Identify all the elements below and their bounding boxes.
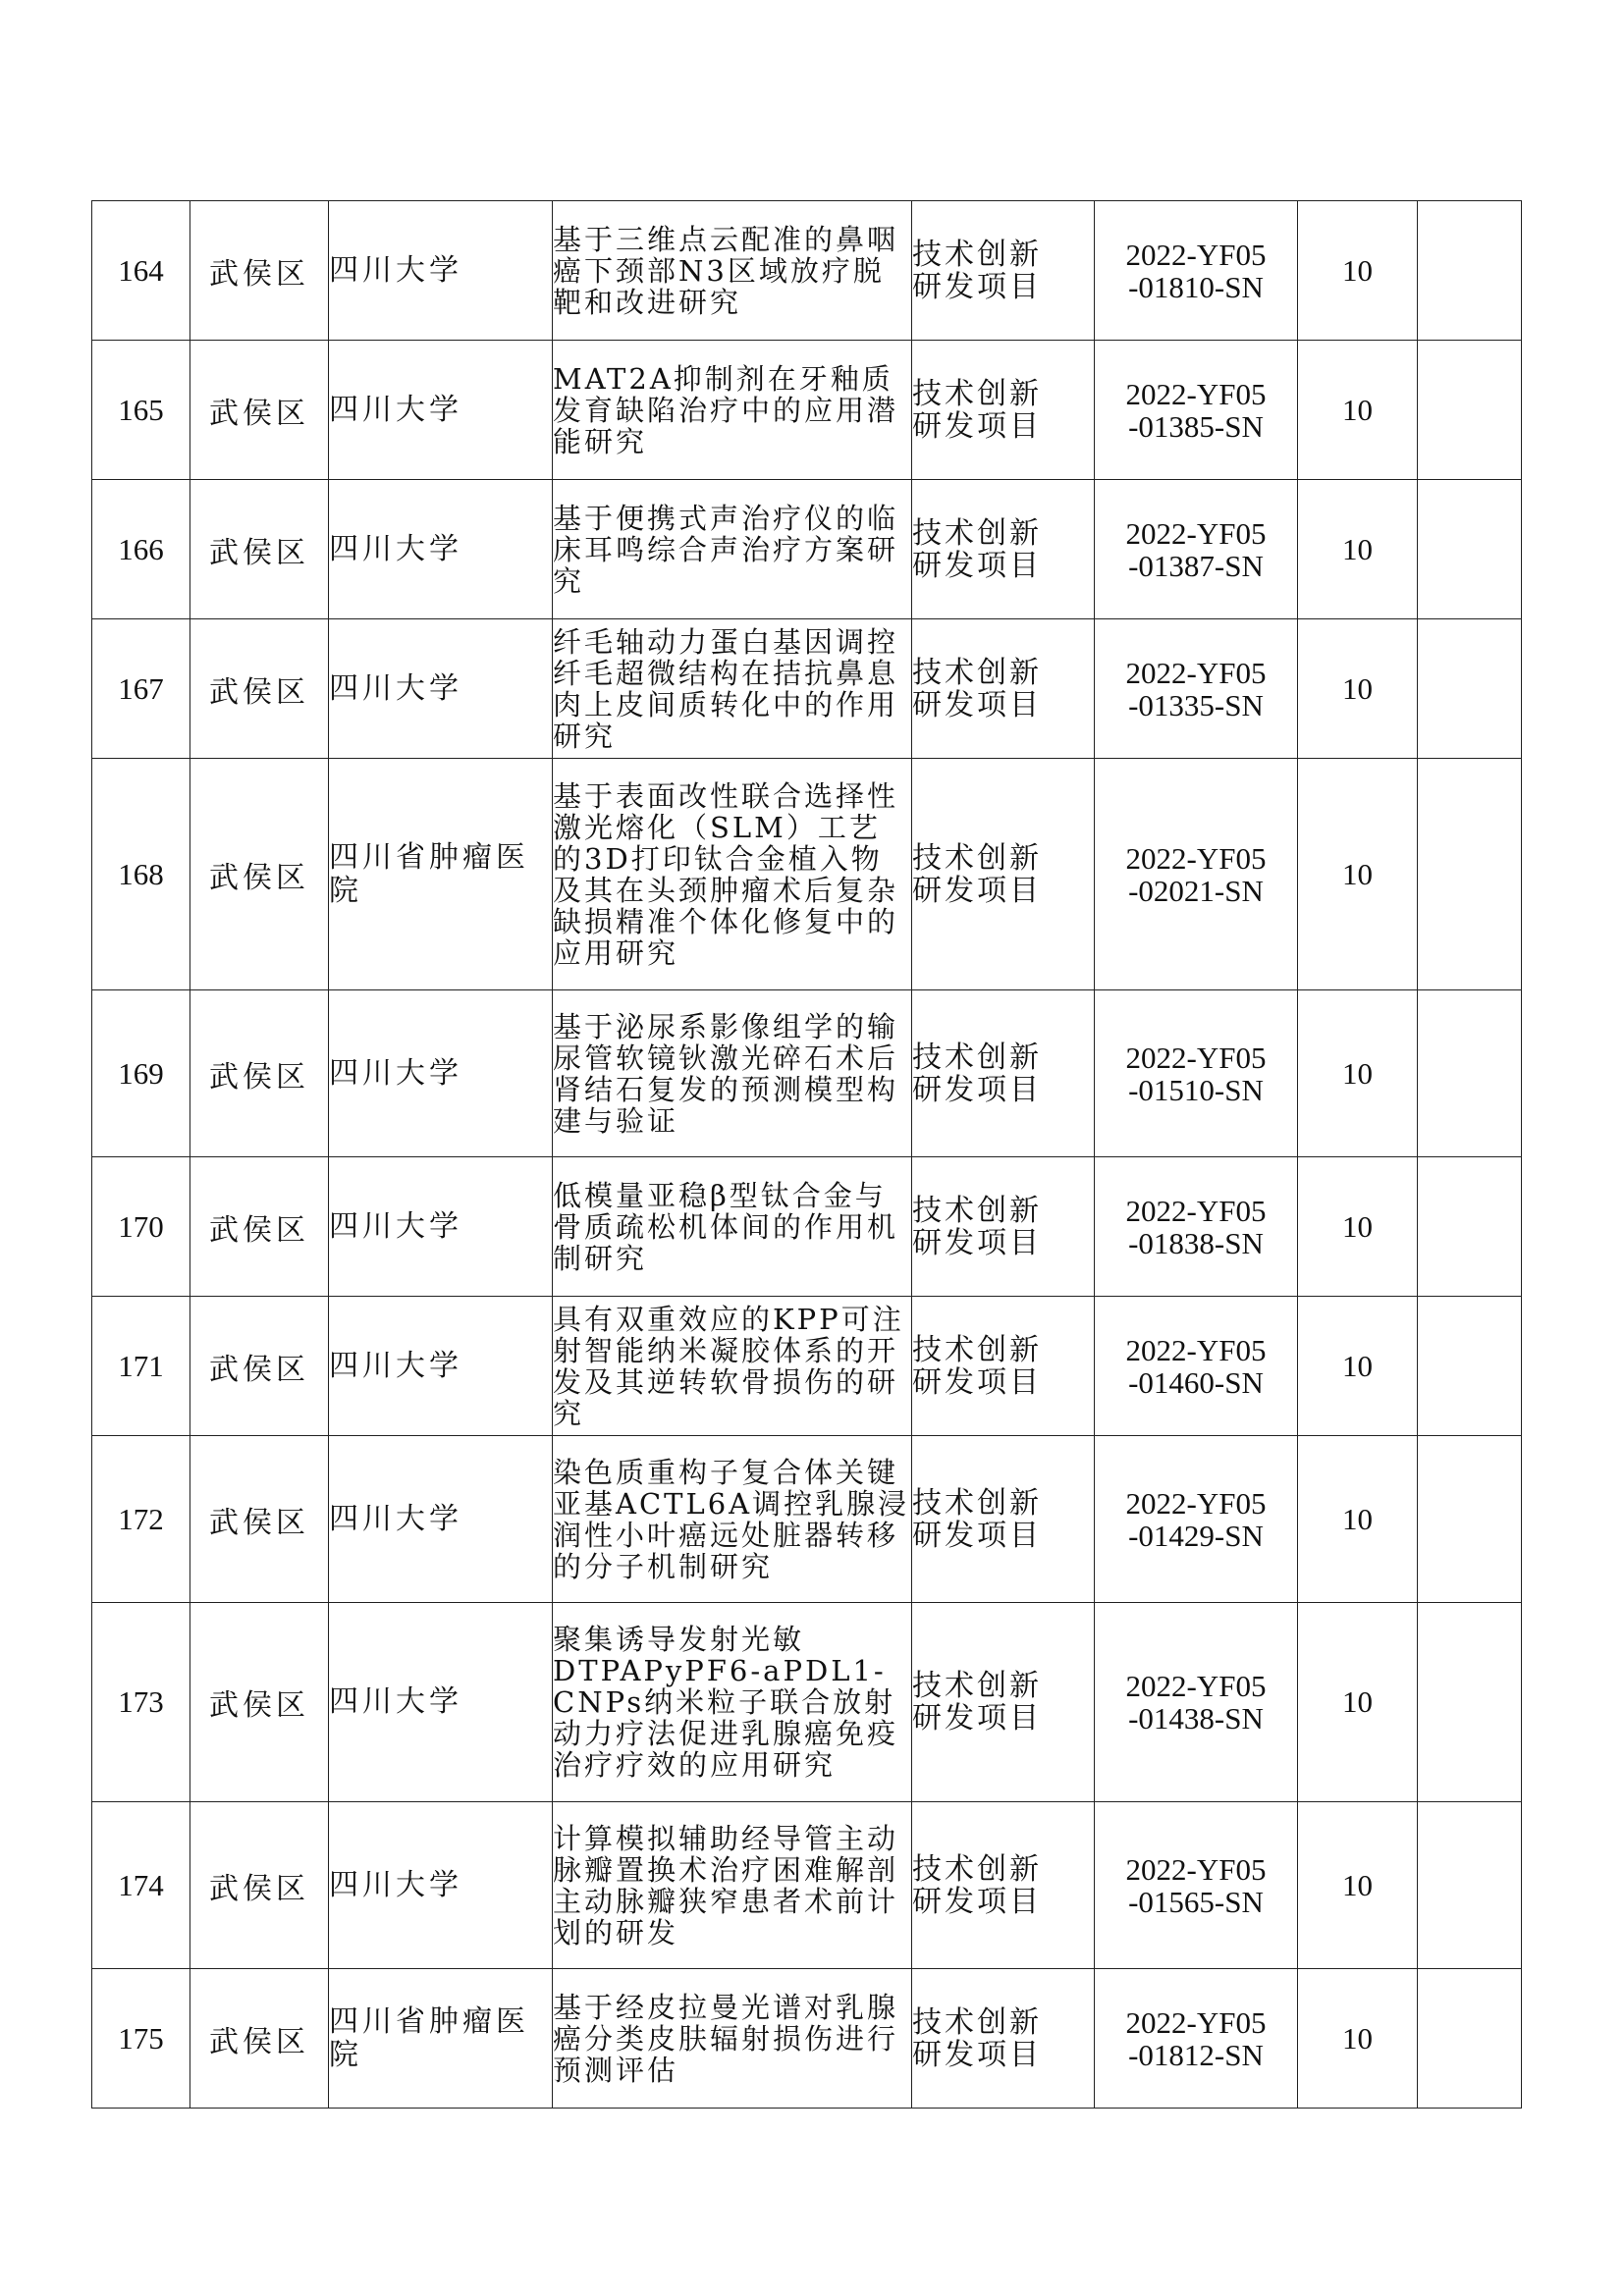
row-amount: 10 bbox=[1298, 1297, 1418, 1436]
row-district: 武侯区 bbox=[190, 1157, 329, 1297]
row-code bbox=[1095, 619, 1298, 759]
row-title: 纤毛轴动力蛋白基因调控纤毛超微结构在拮抗鼻息肉上皮间质转化中的作用研究 bbox=[553, 619, 912, 759]
row-code bbox=[1095, 1436, 1298, 1603]
row-district: 武侯区 bbox=[190, 990, 329, 1157]
row-code-line1: 2022-YF05 bbox=[1125, 2004, 1267, 2040]
row-type-line2: 研发项目 bbox=[912, 1225, 1042, 1260]
row-unit: 四川省肿瘤医院 bbox=[329, 759, 553, 990]
row-code-line2: -01810-SN bbox=[1128, 269, 1264, 304]
row-remark bbox=[1418, 201, 1522, 341]
table-row bbox=[92, 759, 1522, 990]
table-row bbox=[92, 619, 1522, 759]
row-type bbox=[912, 759, 1095, 990]
row-remark bbox=[1418, 619, 1522, 759]
row-district: 武侯区 bbox=[190, 1802, 329, 1969]
row-district: 武侯区 bbox=[190, 201, 329, 341]
row-seq: 166 bbox=[92, 480, 190, 619]
row-amount: 10 bbox=[1298, 1157, 1418, 1297]
row-unit: 四川大学 bbox=[329, 201, 553, 341]
row-type-line2: 研发项目 bbox=[912, 269, 1042, 304]
row-code bbox=[1095, 341, 1298, 480]
row-amount: 10 bbox=[1298, 759, 1418, 990]
row-code bbox=[1095, 1969, 1298, 2109]
row-remark bbox=[1418, 1802, 1522, 1969]
row-code-line1: 2022-YF05 bbox=[1125, 376, 1267, 411]
row-type bbox=[912, 341, 1095, 480]
row-code bbox=[1095, 1297, 1298, 1436]
row-remark bbox=[1418, 1603, 1522, 1802]
row-unit: 四川大学 bbox=[329, 480, 553, 619]
row-remark bbox=[1418, 480, 1522, 619]
row-amount: 10 bbox=[1298, 990, 1418, 1157]
row-type bbox=[912, 1436, 1095, 1603]
row-code-line2: -01510-SN bbox=[1128, 1072, 1264, 1107]
row-code-line2: -01438-SN bbox=[1128, 1701, 1264, 1735]
row-type bbox=[912, 1969, 1095, 2109]
row-unit: 四川省肿瘤医院 bbox=[329, 1969, 553, 2109]
row-code-line1: 2022-YF05 bbox=[1125, 1332, 1267, 1367]
row-type bbox=[912, 1157, 1095, 1297]
row-unit: 四川大学 bbox=[329, 1603, 553, 1802]
table-row bbox=[92, 480, 1522, 619]
row-amount: 10 bbox=[1298, 1802, 1418, 1969]
table-row bbox=[92, 1603, 1522, 1802]
row-title: 基于表面改性联合选择性激光熔化（SLM）工艺的3D打印钛合金植入物及其在头颈肿瘤术后复杂缺损精准个体化修复中的应用研究 bbox=[553, 759, 912, 990]
row-code bbox=[1095, 480, 1298, 619]
table-row bbox=[92, 1969, 1522, 2109]
row-title: 低模量亚稳β型钛合金与骨质疏松机体间的作用机制研究 bbox=[553, 1157, 912, 1297]
row-district: 武侯区 bbox=[190, 341, 329, 480]
row-amount: 10 bbox=[1298, 480, 1418, 619]
row-district: 武侯区 bbox=[190, 759, 329, 990]
row-title: 染色质重构子复合体关键亚基ACTL6A调控乳腺浸润性小叶癌远处脏器转移的分子机制研究 bbox=[553, 1436, 912, 1603]
row-code bbox=[1095, 759, 1298, 990]
row-type bbox=[912, 480, 1095, 619]
row-type bbox=[912, 1802, 1095, 1969]
row-unit: 四川大学 bbox=[329, 1802, 553, 1969]
row-code-line2: -01838-SN bbox=[1128, 1225, 1264, 1260]
row-amount: 10 bbox=[1298, 1603, 1418, 1802]
row-type-line1: 技术创新 bbox=[912, 1669, 1042, 1703]
row-code bbox=[1095, 201, 1298, 341]
row-code-line1: 2022-YF05 bbox=[1125, 1040, 1267, 1075]
row-type-line1: 技术创新 bbox=[912, 1332, 1042, 1367]
row-type-line1: 技术创新 bbox=[912, 1040, 1042, 1075]
row-type-line2: 研发项目 bbox=[912, 2037, 1042, 2072]
table-row bbox=[92, 1157, 1522, 1297]
row-type-line2: 研发项目 bbox=[912, 1884, 1042, 1919]
row-amount: 10 bbox=[1298, 341, 1418, 480]
row-remark bbox=[1418, 341, 1522, 480]
row-seq: 173 bbox=[92, 1603, 190, 1802]
row-title: 具有双重效应的KPP可注射智能纳米凝胶体系的开发及其逆转软骨损伤的研究 bbox=[553, 1297, 912, 1436]
row-district: 武侯区 bbox=[190, 1436, 329, 1603]
row-code-line1: 2022-YF05 bbox=[1125, 1193, 1267, 1228]
row-amount: 10 bbox=[1298, 201, 1418, 341]
row-seq: 170 bbox=[92, 1157, 190, 1297]
row-type-line2: 研发项目 bbox=[912, 1072, 1042, 1107]
row-type-line2: 研发项目 bbox=[912, 873, 1042, 908]
row-remark bbox=[1418, 1157, 1522, 1297]
row-code-line2: -01429-SN bbox=[1128, 1518, 1264, 1553]
row-code-line1: 2022-YF05 bbox=[1125, 1669, 1267, 1703]
row-type-line1: 技术创新 bbox=[912, 1851, 1042, 1887]
table-row bbox=[92, 1436, 1522, 1603]
row-type-line2: 研发项目 bbox=[912, 1518, 1042, 1553]
row-type bbox=[912, 619, 1095, 759]
row-type-line1: 技术创新 bbox=[912, 2004, 1042, 2040]
row-code-line2: -01385-SN bbox=[1128, 408, 1264, 444]
table-row bbox=[92, 341, 1522, 480]
row-seq: 175 bbox=[92, 1969, 190, 2109]
row-type-line1: 技术创新 bbox=[912, 655, 1042, 690]
row-amount: 10 bbox=[1298, 1969, 1418, 2109]
row-type-line1: 技术创新 bbox=[912, 515, 1042, 551]
row-type bbox=[912, 990, 1095, 1157]
row-code-line1: 2022-YF05 bbox=[1125, 515, 1267, 551]
row-unit: 四川大学 bbox=[329, 1297, 553, 1436]
row-type-line1: 技术创新 bbox=[912, 1485, 1042, 1521]
row-seq: 164 bbox=[92, 201, 190, 341]
row-type bbox=[912, 201, 1095, 341]
row-code bbox=[1095, 990, 1298, 1157]
row-code-line1: 2022-YF05 bbox=[1125, 237, 1267, 272]
row-seq: 169 bbox=[92, 990, 190, 1157]
row-type-line1: 技术创新 bbox=[912, 1193, 1042, 1228]
row-unit: 四川大学 bbox=[329, 990, 553, 1157]
row-type-line2: 研发项目 bbox=[912, 548, 1042, 583]
table-row bbox=[92, 1802, 1522, 1969]
row-seq: 168 bbox=[92, 759, 190, 990]
row-district: 武侯区 bbox=[190, 619, 329, 759]
row-code bbox=[1095, 1157, 1298, 1297]
row-unit: 四川大学 bbox=[329, 619, 553, 759]
row-district: 武侯区 bbox=[190, 480, 329, 619]
row-code-line2: -01335-SN bbox=[1128, 687, 1264, 722]
row-title: 聚集诱导发射光敏DTPAPyPF6-aPDL1-CNPs纳米粒子联合放射动力疗法促进乳腺癌免疫治疗疗效的应用研究 bbox=[553, 1603, 912, 1802]
row-remark bbox=[1418, 1436, 1522, 1603]
row-code-line1: 2022-YF05 bbox=[1125, 1485, 1267, 1521]
row-seq: 174 bbox=[92, 1802, 190, 1969]
row-type-line1: 技术创新 bbox=[912, 237, 1042, 272]
project-table bbox=[91, 200, 1522, 2109]
row-type-line2: 研发项目 bbox=[912, 408, 1042, 444]
row-unit: 四川大学 bbox=[329, 1436, 553, 1603]
table-row bbox=[92, 1297, 1522, 1436]
row-code-line2: -02021-SN bbox=[1128, 873, 1264, 908]
row-title: 基于泌尿系影像组学的输尿管软镜钬激光碎石术后肾结石复发的预测模型构建与验证 bbox=[553, 990, 912, 1157]
row-code bbox=[1095, 1603, 1298, 1802]
row-title: 计算模拟辅助经导管主动脉瓣置换术治疗困难解剖主动脉瓣狭窄患者术前计划的研发 bbox=[553, 1802, 912, 1969]
row-code-line2: -01565-SN bbox=[1128, 1884, 1264, 1919]
row-remark bbox=[1418, 1969, 1522, 2109]
row-type-line2: 研发项目 bbox=[912, 1701, 1042, 1735]
row-type bbox=[912, 1297, 1095, 1436]
row-district: 武侯区 bbox=[190, 1297, 329, 1436]
row-remark bbox=[1418, 759, 1522, 990]
row-seq: 171 bbox=[92, 1297, 190, 1436]
row-unit: 四川大学 bbox=[329, 341, 553, 480]
row-amount: 10 bbox=[1298, 619, 1418, 759]
row-code-line2: -01387-SN bbox=[1128, 548, 1264, 583]
row-remark bbox=[1418, 1297, 1522, 1436]
row-code bbox=[1095, 1802, 1298, 1969]
row-title: MAT2A抑制剂在牙釉质发育缺陷治疗中的应用潜能研究 bbox=[553, 341, 912, 480]
row-type bbox=[912, 1603, 1095, 1802]
row-unit: 四川大学 bbox=[329, 1157, 553, 1297]
row-code-line2: -01460-SN bbox=[1128, 1364, 1264, 1400]
row-district: 武侯区 bbox=[190, 1603, 329, 1802]
row-type-line2: 研发项目 bbox=[912, 1364, 1042, 1400]
row-type-line2: 研发项目 bbox=[912, 687, 1042, 722]
row-remark bbox=[1418, 990, 1522, 1157]
row-seq: 172 bbox=[92, 1436, 190, 1603]
table-row bbox=[92, 201, 1522, 341]
row-type-line1: 技术创新 bbox=[912, 840, 1042, 876]
row-code-line1: 2022-YF05 bbox=[1125, 655, 1267, 690]
row-code-line2: -01812-SN bbox=[1128, 2037, 1264, 2072]
row-title: 基于便携式声治疗仪的临床耳鸣综合声治疗方案研究 bbox=[553, 480, 912, 619]
row-seq: 167 bbox=[92, 619, 190, 759]
row-amount: 10 bbox=[1298, 1436, 1418, 1603]
row-code-line1: 2022-YF05 bbox=[1125, 1851, 1267, 1887]
row-code-line1: 2022-YF05 bbox=[1125, 840, 1267, 876]
table-row bbox=[92, 990, 1522, 1157]
row-seq: 165 bbox=[92, 341, 190, 480]
row-title: 基于经皮拉曼光谱对乳腺癌分类皮肤辐射损伤进行预测评估 bbox=[553, 1969, 912, 2109]
row-title: 基于三维点云配准的鼻咽癌下颈部N3区域放疗脱靶和改进研究 bbox=[553, 201, 912, 341]
row-district: 武侯区 bbox=[190, 1969, 329, 2109]
row-type-line1: 技术创新 bbox=[912, 376, 1042, 411]
